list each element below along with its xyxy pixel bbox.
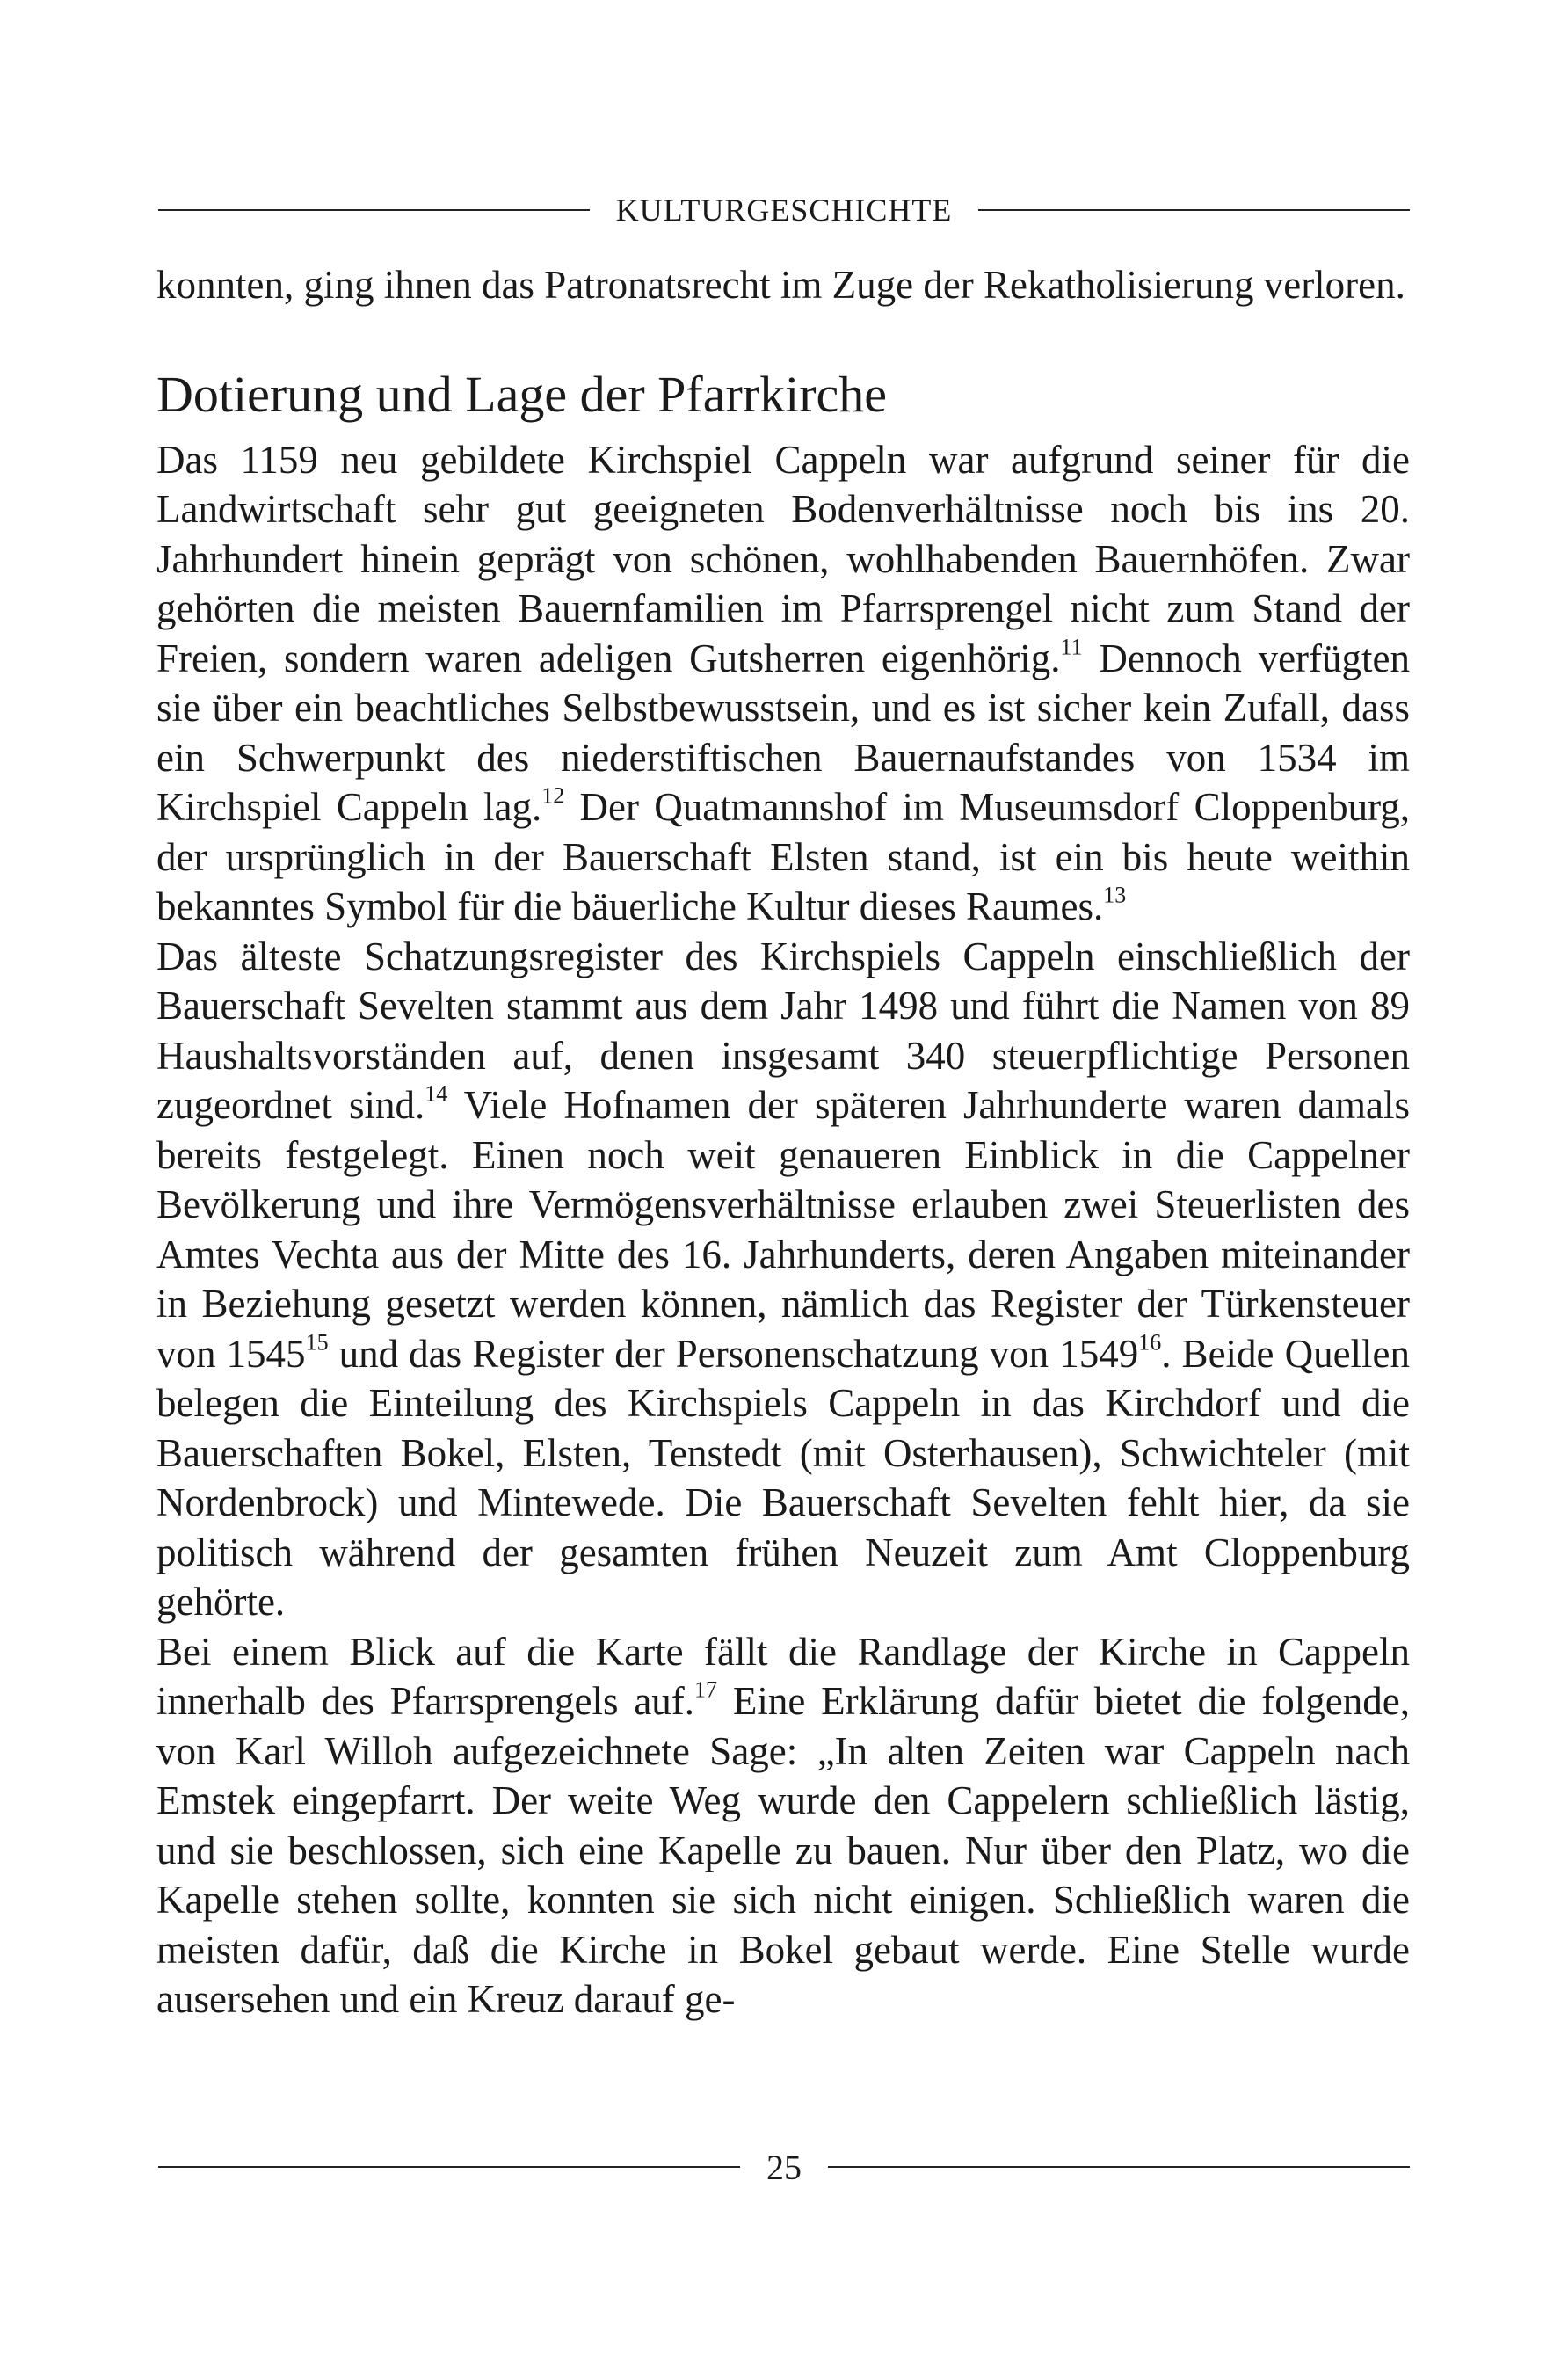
paragraph-1-text-b: Dennoch verfügten sie über ein beachtliches Selbstbewusstsein, und es ist sicher kein Zufall, dass ein Schwerpunkt des niederstiftischen Bauernaufstandes von 1534 im Kirchspiel Cappeln lag. [156,636,1410,829]
footnote-ref-12: 12 [541,782,565,809]
footnote-ref-14: 14 [425,1080,448,1107]
paragraph-3 [156,1627,1410,2025]
page-number: 25 [766,2147,802,2187]
continuation-paragraph: konnten, ging ihnen das Patronatsrecht im Zuge der Rekatholisierung verloren. [156,263,1405,307]
paragraph-2 [156,932,1410,1627]
running-title: KULTURGESCHICHTE [615,193,953,228]
footnote-ref-11: 11 [1060,634,1083,659]
paragraph-3-text-b: Eine Erklärung dafür bietet die folgende, von Karl Willoh aufgezeichnete Sage: „In alten Zeiten war Cappeln nach Emstek eingepfarrt. Der weite Weg wurde den Cappelern schließlich lästig, und sie beschlossen, sich eine Kapelle zu bauen. Nur über den Platz, wo die Kapelle stehen sollte, konnten sie sich nicht einigen. Schließlich waren die meisten dafür, daß die Kirche in Bokel gebaut werde. Eine Stelle wurde ausersehen und ein Kreuz darauf ge- [156,1679,1410,2021]
footer-rule-left [158,2166,740,2168]
paragraph-3-text-a: Bei einem Blick auf die Karte fällt die Randlage der Kirche in Cappeln innerhalb des Pfarrsprengels auf. [156,1629,1410,1723]
page-footer [158,2145,1410,2189]
section-heading: Dotierung und Lage der Pfarrkirche [156,365,888,423]
footnote-ref-16: 16 [1138,1329,1162,1355]
footnote-ref-17: 17 [694,1676,718,1703]
running-head [158,188,1410,232]
header-rule-left [158,209,590,211]
paragraph-2-text-d: . Beide Quellen belegen die Einteilung des Kirchspiels Cappeln in das Kirchdorf und die Bauerschaften Bokel, Elsten, Tenstedt (mit Osterhausen), Schwichteler (mit Nordenbrock) und Mintewede. Die Bauerschaft Sevelten fehlt hier, da sie politisch während der gesamten frühen Neuzeit zum Amt Cloppenburg gehörte. [156,1331,1411,1624]
paragraph-1-text-c: Der Quatmannshof im Museumsdorf Cloppenburg, der ursprünglich in der Bauerschaft Elsten stand, ist ein bis heute weithin bekanntes Symbol für die bäuerliche Kultur dieses Raumes. [156,785,1410,928]
header-rule-right [978,209,1410,211]
paragraph-1 [156,435,1410,932]
page-body [156,260,1410,2025]
footer-rule-right [828,2166,1410,2168]
paragraph-1-text-a: Das 1159 neu gebildete Kirchspiel Cappeln war aufgrund seiner für die Landwirtschaft sehr gut geeigneten Bodenverhältnisse noch bis ins 20. Jahrhundert hinein geprägt von schönen, wohlhabenden Bauernhöfen. Zwar gehörten die meisten Bauernfamilien im Pfarrsprengel nicht zum Stand der Freien, sondern waren adeligen Gutsherren eigenhörig. [156,437,1410,680]
paragraph-2-text-c: und das Register der Personenschatzung von 1549 [328,1331,1139,1376]
paragraph-2-text-a: Das älteste Schatzungsregister des Kirchspiels Cappeln einschließlich der Bauerschaft Sevelten stammt aus dem Jahr 1498 und führt die Namen von 89 Haushaltsvorständen auf, denen insgesamt 340 steuerpflichtige Personen zugeordnet sind. [156,934,1410,1127]
footnote-ref-13: 13 [1103,882,1127,908]
paragraph-2-text-b: Viele Hofnamen der späteren Jahrhunderte waren damals bereits festgelegt. Einen noch weit genaueren Einblick in die Cappelner Bevölkerung und ihre Vermögensverhältnisse erlauben zwei Steuerlisten des Amtes Vechta aus der Mitte des 16. Jahrhunderts, deren Angaben miteinander in Beziehung gesetzt werden können, nämlich das Register der Türkensteuer von 1545 [156,1083,1411,1376]
footnote-ref-15: 15 [305,1329,329,1355]
